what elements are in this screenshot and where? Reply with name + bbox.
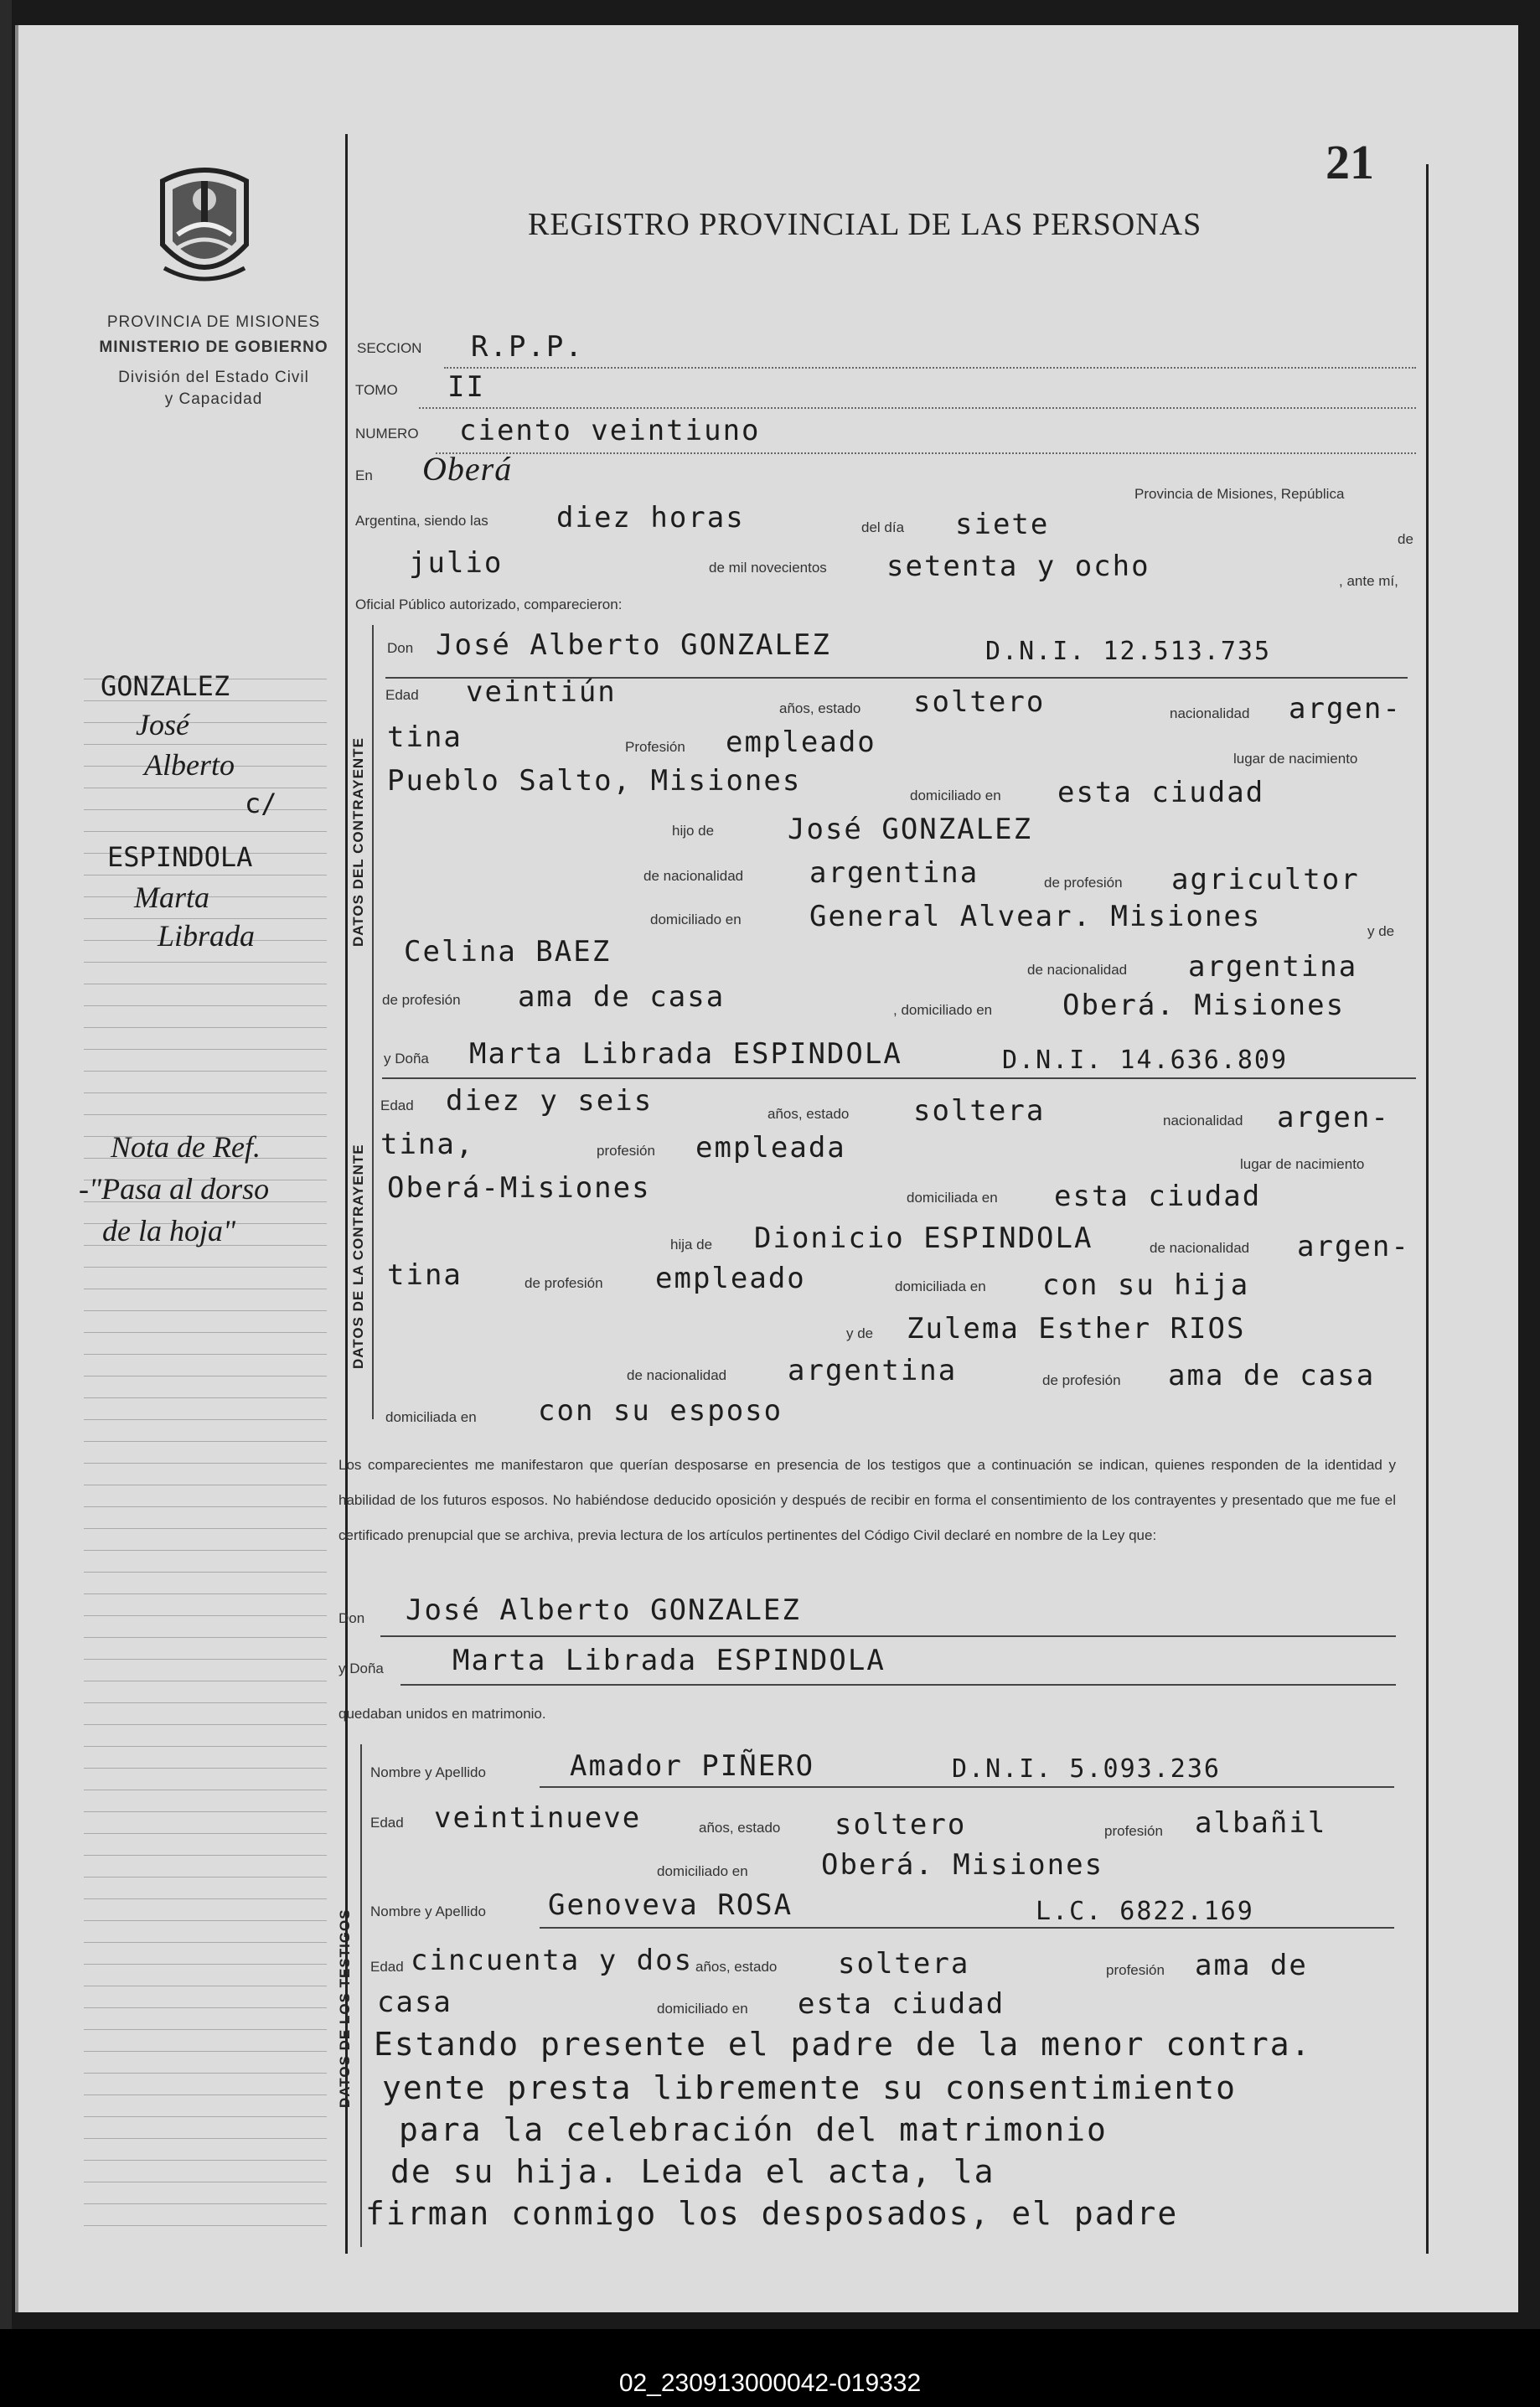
testigos-rule (360, 1744, 362, 2247)
domiciliado-label: domiciliado en (910, 788, 1001, 803)
domiciliada-label: domiciliada en (907, 1190, 998, 1206)
hijo-label: hijo de (672, 823, 715, 839)
testigo-2-domicilio: esta ciudad (798, 1987, 1005, 2021)
margin-ruled-line (84, 2073, 327, 2074)
testigo-2-name: Genoveva ROSA (548, 1888, 793, 1922)
contrayente-2-rule (372, 1042, 374, 1419)
t2-dom-label: domiciliado en (657, 2001, 748, 2017)
decl-dona-label: y Doña (338, 1661, 384, 1676)
contrayente-1-profesion: empleado (726, 726, 876, 759)
contrayente-2-domicilio: esta ciudad (1054, 1180, 1262, 1213)
testigo-1-estado: soltero (835, 1808, 967, 1841)
contrayente-1-nacionalidad: argen- (1289, 692, 1402, 726)
contrayente-1-dni: D.N.I. 12.513.735 (985, 637, 1272, 666)
margin-ref-note-3: de la hoja" (102, 1214, 236, 1247)
margin-ruled-line (84, 1855, 327, 1856)
margin-ruled-line (84, 1528, 327, 1529)
margin-ruled-line (84, 1964, 327, 1965)
dom-padre-2-label: domiciliada en (895, 1278, 986, 1294)
testigo-1-edad: veintinueve (434, 1801, 642, 1835)
decl-don-value: José Alberto GONZALEZ (406, 1593, 801, 1627)
margin-ruled-line (84, 2160, 327, 2161)
contrayente-2-estado: soltera (913, 1094, 1046, 1128)
t2-estado-label: años, estado (695, 1959, 778, 1975)
margin-ruled-line (84, 1419, 327, 1420)
contrayente-1-domicilio: esta ciudad (1057, 776, 1265, 809)
testigo-2-estado: soltera (838, 1947, 970, 1981)
lugar-2-label: lugar de nacimiento (1240, 1156, 1365, 1172)
testigo-1-profesion: albañil (1195, 1806, 1327, 1840)
t1-dom-label: domiciliado en (657, 1863, 748, 1879)
margin-ruled-line (84, 1092, 327, 1093)
testigo-1-doc: D.N.I. 5.093.236 (952, 1754, 1221, 1784)
de-mil-label: de mil novecientos (709, 560, 827, 576)
margin-ruled-line (84, 1746, 327, 1747)
statement-paragraph: Los comparecientes me manifestaron que querían desposarse en presencia de los testigos que a continuación se indican, quienes responden de la identidad y habilidad de los futuros esposos. No habiéndose deducido oposición y después de recibir en forma el consentimiento de los contrayentes y presentado que me fue el certificado prenupcial que se archiva, previa lectura de los artículos pertinentes del Código Civil declaré en nombre de la Ley que: (338, 1457, 1396, 1543)
anio-value: setenta y ocho (886, 550, 1150, 583)
margin-name-1-middle: Alberto (144, 748, 235, 782)
padre-2-nacionalidad: argen- (1297, 1230, 1410, 1263)
margin-ruled-line (84, 962, 327, 963)
y-de-2-label: y de (846, 1325, 874, 1341)
madre-1-profesion: ama de casa (518, 980, 726, 1014)
prof-madre-label: de profesión (382, 992, 461, 1008)
margin-name-1-first: José (136, 708, 189, 741)
hija-label: hija de (670, 1237, 713, 1253)
nac-madre-2-label: de nacionalidad (627, 1367, 727, 1383)
contrayente-rule (372, 625, 374, 1044)
padre-1-profesion: agricultor (1171, 863, 1360, 896)
testigo-2-profesion: ama de (1195, 1949, 1308, 1982)
numero-line (436, 452, 1416, 454)
margin-ruled-line (84, 1833, 327, 1834)
main-right-rule (1426, 164, 1429, 2254)
contrayente-2-nacionalidad-cont: tina, (380, 1128, 475, 1161)
margin-ruled-line (84, 2116, 327, 2117)
prof-padre-2-label: de profesión (525, 1275, 603, 1291)
margin-ruled-line (84, 1768, 327, 1769)
margin-ref-note-2: -"Pasa al dorso (79, 1172, 270, 1206)
margin-ruled-line (84, 1898, 327, 1899)
division-line-1: División del Estado Civil (118, 369, 309, 386)
margin-ruled-line (84, 2029, 327, 2030)
madre-1-nacionalidad: argentina (1188, 950, 1358, 984)
madre-2-name: Zulema Esther RIOS (907, 1312, 1246, 1346)
margin-ruled-line (84, 1027, 327, 1028)
nacionalidad-2-label: nacionalidad (1163, 1113, 1243, 1129)
margin-ruled-line (84, 1615, 327, 1616)
contrayente-1-nacionalidad-cont: tina (387, 721, 463, 754)
tomo-value: II (447, 370, 485, 404)
margin-ruled-line (84, 1397, 327, 1398)
datos-testigos-label: DATOS DE LOS TESTIGOS (337, 1909, 353, 2108)
t1-estado-label: años, estado (699, 1820, 781, 1836)
horas-value: diez horas (556, 501, 745, 535)
padre-2-name: Dionicio ESPINDOLA (754, 1222, 1093, 1255)
del-dia-label: del día (861, 519, 905, 535)
margin-ruled-line (84, 1702, 327, 1703)
decl-don-label: Don (338, 1610, 365, 1626)
profesion-label: Profesión (625, 739, 685, 755)
margin-ruled-line (84, 1049, 327, 1050)
padre-1-nacionalidad: argentina (809, 856, 979, 890)
margin-ruled-line (84, 875, 327, 876)
margin-ruled-line (84, 1354, 327, 1355)
margin-ruled-line (84, 2203, 327, 2204)
tomo-line (419, 407, 1416, 409)
margin-ruled-line (84, 1441, 327, 1442)
decl-closing: quedaban unidos en matrimonio. (338, 1706, 546, 1722)
t1-name-underline (540, 1786, 1394, 1788)
footer-id: 02_230913000042-019332 (618, 2369, 922, 2397)
consent-note-line-4: de su hija. Leida el acta, la (390, 2153, 995, 2190)
provincia-label: Provincia de Misiones, República (1134, 486, 1345, 502)
margin-ruled-line (84, 1310, 327, 1311)
margin-ruled-line (84, 1811, 327, 1812)
contrayente-2-name: Marta Librada ESPINDOLA (469, 1037, 902, 1071)
margin-ruled-line (84, 1920, 327, 1921)
margin-ruled-line (84, 1332, 327, 1333)
dom-madre-2-label: domiciliada en (385, 1409, 477, 1425)
mes-value: julio (409, 546, 504, 580)
testigo-2-doc: L.C. 6822.169 (1036, 1897, 1254, 1926)
dom-madre-label: , domiciliado en (893, 1002, 993, 1018)
nacionalidad-label: nacionalidad (1170, 705, 1250, 721)
margin-name-2-middle: Librada (158, 919, 256, 953)
margin-ruled-line (84, 1659, 327, 1660)
padre-2-nacionalidad-cont: tina (387, 1258, 463, 1292)
en-value: Oberá (422, 450, 513, 488)
edad-label: Edad (385, 687, 419, 703)
margin-ruled-line (84, 809, 327, 810)
contrayente-1-name: José Alberto GONZALEZ (436, 628, 831, 662)
margin-conjunction: c/ (245, 788, 277, 819)
numero-label: NUMERO (355, 426, 419, 442)
margin-name-2-first: Marta (134, 881, 209, 914)
margin-ruled-line (84, 1637, 327, 1638)
margin-ruled-line (84, 2138, 327, 2139)
contrayente-2-dni: D.N.I. 14.636.809 (1002, 1046, 1289, 1075)
oficial-label: Oficial Público autorizado, comparecieron: (355, 597, 623, 612)
madre-1-name: Celina BAEZ (404, 935, 612, 968)
provincial-emblem-icon (147, 164, 261, 290)
argentina-label: Argentina, siendo las (355, 513, 488, 529)
estado-2-label: años, estado (767, 1106, 850, 1122)
decl-dona-underline (401, 1684, 1396, 1686)
en-label: En (355, 467, 373, 483)
margin-ruled-line (84, 1376, 327, 1377)
decl-don-underline (380, 1635, 1396, 1637)
t2-edad-label: Edad (370, 1959, 404, 1975)
margin-ruled-line (84, 1267, 327, 1268)
profesion-2-label: profesión (597, 1143, 655, 1159)
margin-ruled-line (84, 1463, 327, 1464)
consent-note-line-1: Estando presente el padre de la menor contra. (374, 2026, 1312, 2063)
nac-padre-2-label: de nacionalidad (1150, 1240, 1250, 1256)
seccion-value: R.P.P. (471, 330, 584, 364)
testigo-1-name: Amador PIÑERO (570, 1749, 815, 1783)
tomo-label: TOMO (355, 382, 398, 398)
margin-ruled-line (84, 1942, 327, 1943)
province-name: PROVINCIA DE MISIONES (106, 313, 321, 331)
margin-ruled-line (84, 744, 327, 745)
page-binding-edge (0, 0, 12, 2407)
margin-ruled-line (84, 2051, 327, 2052)
madre-1-domicilio: Oberá. Misiones (1062, 989, 1346, 1022)
ministry-name: MINISTERIO DE GOBIERNO (99, 338, 328, 356)
t2-name-underline (540, 1927, 1394, 1929)
datos-contrayente-label: DATOS DEL CONTRAYENTE (350, 737, 366, 947)
testigo-2-profesion-cont: casa (377, 1986, 452, 2019)
don-label: Don (387, 640, 414, 656)
contrayente-1-estado: soltero (913, 685, 1046, 719)
padre-1-name: José GONZALEZ (788, 813, 1033, 846)
madre-2-profesion: ama de casa (1168, 1359, 1376, 1392)
testigo-2-edad: cincuenta y dos (411, 1944, 694, 1977)
contrayente-2-lugar: Oberá-Misiones (387, 1171, 651, 1205)
t1-edad-label: Edad (370, 1815, 404, 1831)
margin-ruled-line (84, 1114, 327, 1115)
seccion-line (444, 367, 1416, 369)
estado-label: años, estado (779, 700, 861, 716)
consent-note-line-5: firman conmigo los desposados, el padre (365, 2195, 1179, 2232)
prof-madre-2-label: de profesión (1042, 1372, 1121, 1388)
margin-ruled-line (84, 1724, 327, 1725)
de-label: de (1398, 531, 1413, 547)
margin-ruled-line (84, 1005, 327, 1006)
edad-2-label: Edad (380, 1098, 414, 1113)
datos-contrayente-2-label: DATOS DE LA CONTRAYENTE (350, 1144, 366, 1369)
margin-ref-note-1: Nota de Ref. (111, 1130, 261, 1164)
name-2-underline (382, 1077, 1416, 1079)
decl-dona-value: Marta Librada ESPINDOLA (452, 1644, 886, 1677)
margin-ruled-line (84, 831, 327, 832)
testigo-1-domicilio: Oberá. Misiones (821, 1848, 1104, 1882)
lugar-label: lugar de nacimiento (1233, 751, 1358, 767)
dom-padre-label: domiciliado en (650, 912, 742, 927)
contrayente-2-nacionalidad: argen- (1277, 1101, 1390, 1134)
margin-ruled-line (84, 1550, 327, 1551)
consent-note-line-3: para la celebración del matrimonio (399, 2111, 1108, 2148)
t2-nombre-label: Nombre y Apellido (370, 1903, 486, 1919)
contrayente-1-lugar: Pueblo Salto, Misiones (387, 764, 802, 798)
margin-ruled-line (84, 722, 327, 723)
division-line-2: y Capacidad (164, 390, 263, 408)
margin-ruled-line (84, 1506, 327, 1507)
padre-1-domicilio: General Alvear. Misiones (809, 900, 1262, 933)
margin-ruled-line (84, 1071, 327, 1072)
contrayente-1-edad: veintiún (466, 675, 617, 709)
margin-ruled-line (84, 1593, 327, 1594)
document-title: REGISTRO PROVINCIAL DE LAS PERSONAS (528, 207, 1202, 242)
page-number: 21 (1326, 135, 1374, 189)
t2-prof-label: profesión (1106, 1962, 1165, 1978)
margin-ruled-line (84, 1877, 327, 1878)
numero-value: ciento veintiuno (459, 414, 761, 447)
nac-padre-label: de nacionalidad (643, 868, 744, 884)
prof-padre-label: de profesión (1044, 875, 1123, 891)
dia-value: siete (955, 508, 1050, 541)
margin-ruled-line (84, 2007, 327, 2008)
t1-nombre-label: Nombre y Apellido (370, 1764, 486, 1780)
contrayente-2-profesion: empleada (695, 1131, 846, 1165)
margin-name-2-surname: ESPINDOLA (107, 841, 253, 873)
ante-mi-label: , ante mí, (1339, 573, 1398, 589)
y-de-label: y de (1367, 923, 1395, 939)
nac-madre-label: de nacionalidad (1027, 962, 1128, 978)
madre-2-domicilio: con su esposo (538, 1394, 783, 1428)
margin-name-1-surname: GONZALEZ (101, 670, 230, 702)
t1-prof-label: profesión (1104, 1823, 1163, 1839)
margin-ruled-line (84, 2225, 327, 2226)
seccion-label: SECCION (357, 340, 422, 356)
madre-2-nacionalidad: argentina (788, 1354, 958, 1387)
padre-2-domicilio: con su hija (1042, 1268, 1250, 1302)
margin-ruled-line (84, 1572, 327, 1573)
dona-label: y Doña (384, 1051, 429, 1067)
padre-2-profesion: empleado (655, 1262, 806, 1295)
contrayente-2-edad: diez y seis (446, 1084, 654, 1118)
consent-note-line-2: yente presta libremente su consentimiento (382, 2069, 1237, 2106)
